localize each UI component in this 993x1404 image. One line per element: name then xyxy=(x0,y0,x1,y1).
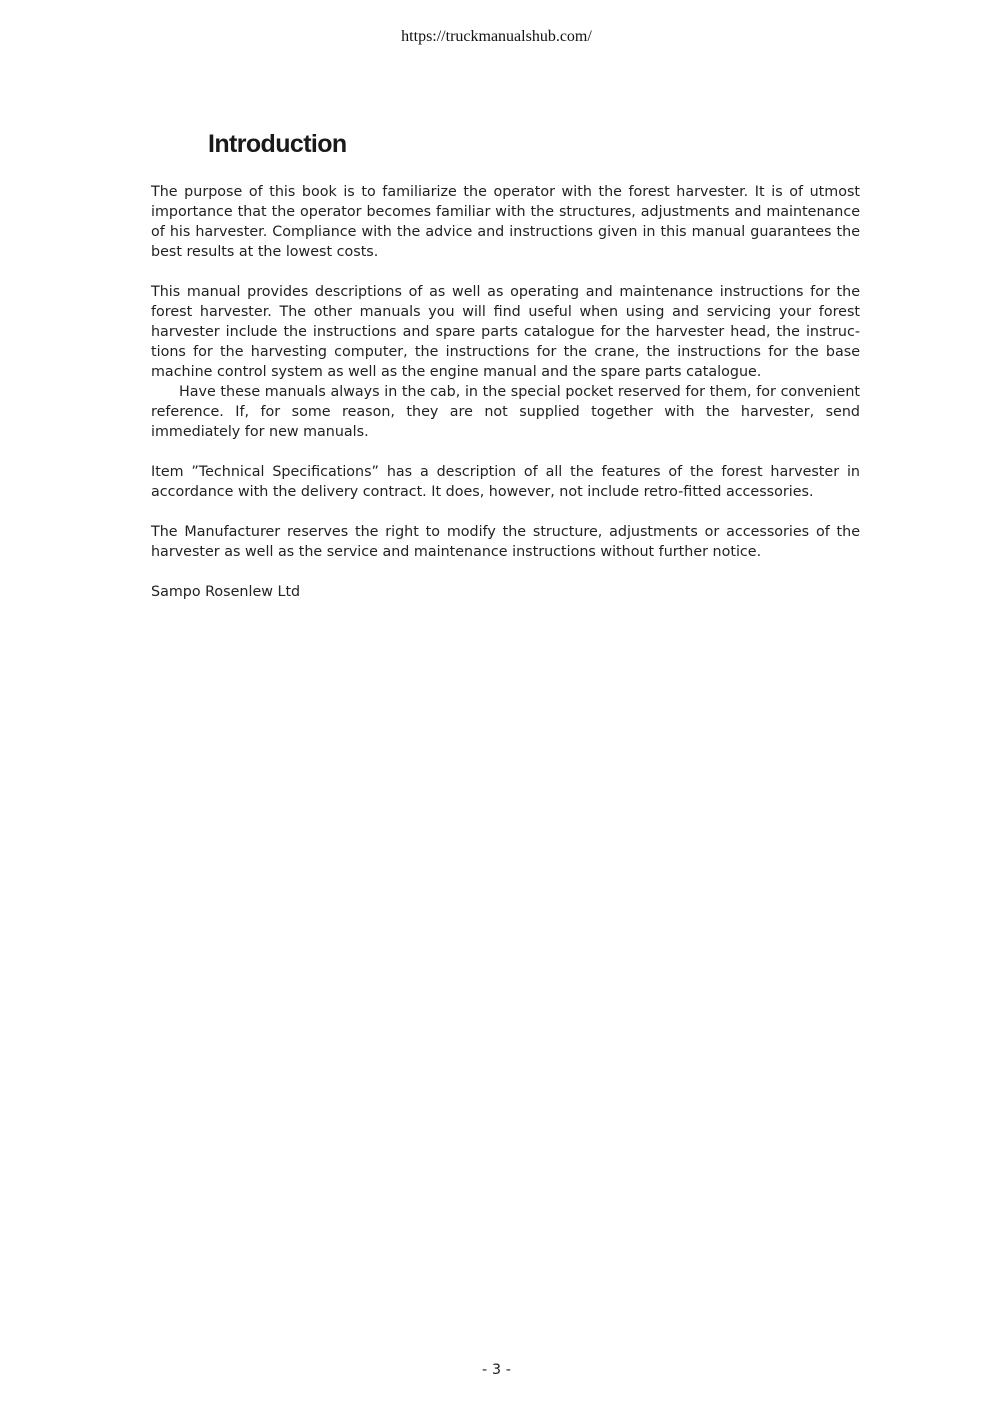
paragraph-technical-specifications: Item ”Technical Specifications” has a description of all the features of the forest harvester in accordance with the delivery contract. It does, however, not include retro-fitted accessories. xyxy=(151,464,860,500)
paragraph-purpose: The purpose of this book is to familiarize the operator with the forest harvester. It is of utmost importance that the operator becomes familiar with the structures, adjustments and maintenance of his harvester. Compliance with the advice and instructions given in this manual guarantees the best results at the lowest costs. xyxy=(151,184,860,260)
paragraph-manufacturer-rights: The Manufacturer reserves the right to modify the structure, adjustments or accessories of the harvester as well as the service and maintenance instructions without further notice. xyxy=(151,524,860,560)
page-number: - 3 - xyxy=(482,1362,511,1378)
paragraph-other-manuals: This manual provides descriptions of as well as operating and maintenance instructions for the forest harvester. The other manuals you will find useful when using and servicing your forest harvester include the instructions and spare parts catalogue for the harvester head, the instructions for the harvesting computer, the instructions for the crane, the instructions for the base machine control system as well as the engine manual and the spare parts catalogue. xyxy=(151,284,860,380)
paragraph-keep-manuals: Have these manuals always in the cab, in the special pocket reserved for them, for convenient reference. If, for some reason, they are not supplied together with the harvester, send immediately for new manuals. xyxy=(151,384,860,440)
page-title: Introduction xyxy=(208,130,347,158)
signature: Sampo Rosenlew Ltd xyxy=(151,584,301,600)
document-body xyxy=(151,182,860,622)
source-url-link[interactable]: https://truckmanualshub.com/ xyxy=(401,28,592,45)
